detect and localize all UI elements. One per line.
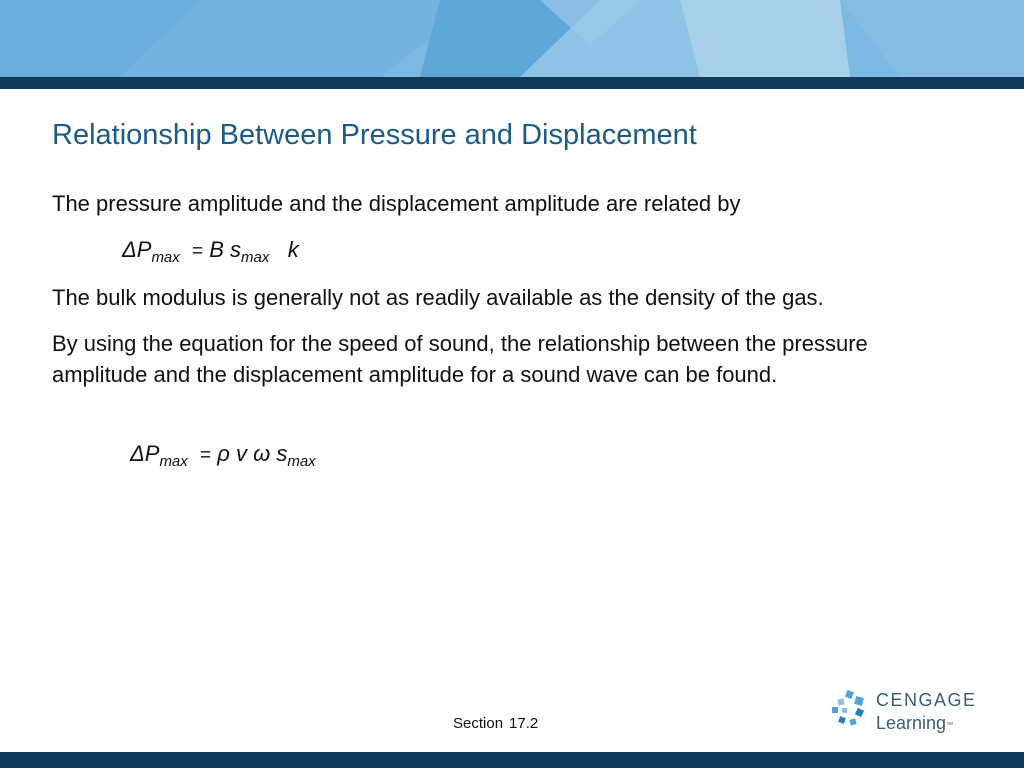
eq1-rhs-subscript: max — [241, 249, 270, 266]
eq2-equals: = — [200, 445, 212, 466]
logo-sub-text: Learning — [876, 713, 947, 733]
logo-name: CENGAGE — [876, 690, 977, 710]
logo-trademark: ™ — [946, 722, 954, 729]
eq1-rhs-term: B s — [209, 237, 242, 262]
eq1-equals: = — [192, 241, 204, 262]
logo-subname — [876, 713, 953, 734]
eq2-lhs-subscript: max — [159, 453, 188, 470]
section-word: Section — [453, 715, 504, 732]
eq2-rhs-subscript: max — [287, 453, 316, 470]
header-banner — [0, 0, 1024, 77]
eq1-lhs: ΔP — [122, 237, 152, 262]
header-rule — [0, 77, 1024, 89]
section-label — [453, 715, 538, 732]
equation-pressure-bulk-modulus — [122, 236, 299, 266]
slide-title: Relationship Between Pressure and Displacement — [52, 119, 697, 151]
cengage-mark-icon — [830, 689, 870, 729]
equation-pressure-density — [130, 440, 316, 470]
paragraph-relationship: The pressure amplitude and the displacement amplitude are related by — [52, 191, 741, 216]
eq2-rhs-term: ρ v ω s — [217, 441, 288, 466]
paragraph-speed-of-sound: By using the equation for the speed of sound, the relationship between the pressure amplitude and the displacement amplitude for a sound wave can be found. — [52, 331, 868, 387]
cengage-learning-logo — [830, 689, 980, 739]
section-number: 17.2 — [509, 715, 539, 732]
paragraph-bulk-modulus: The bulk modulus is generally not as readily available as the density of the gas. — [52, 285, 824, 310]
banner-artwork — [0, 0, 1024, 77]
eq2-lhs: ΔP — [130, 441, 160, 466]
eq1-wavenumber: k — [287, 237, 299, 262]
footer-rule — [0, 752, 1024, 768]
eq1-lhs-subscript: max — [151, 249, 180, 266]
